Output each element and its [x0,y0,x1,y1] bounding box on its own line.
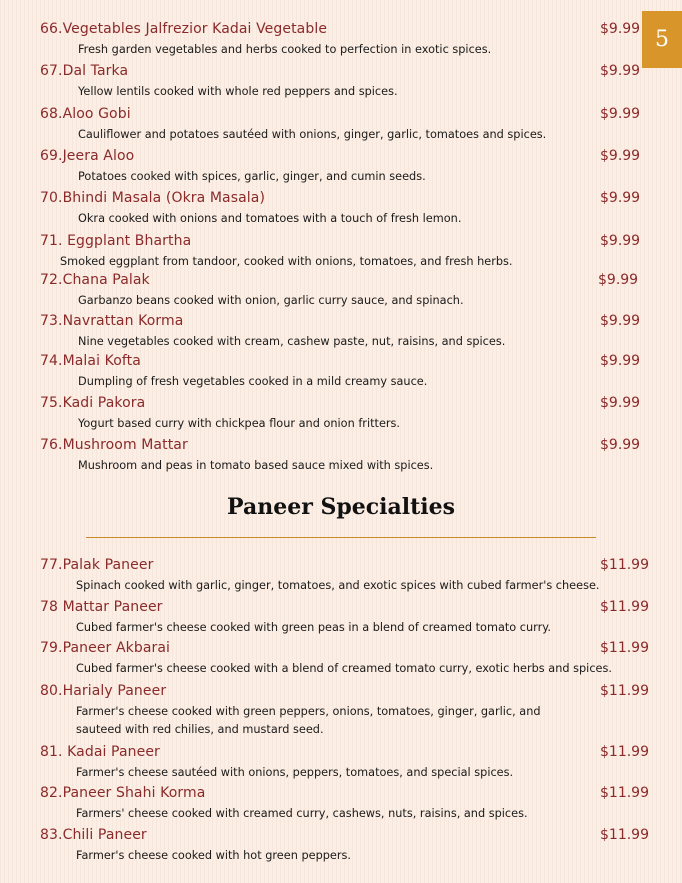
item-name: 73.Navrattan Korma [40,313,184,329]
item-name: 80.Harialy Paneer [40,683,167,699]
item-price: $9.99 [600,21,641,37]
item-name: 77.Palak Paneer [40,557,154,573]
item-description: Garbanzo beans cooked with onion, garlic curry sauce, and spinach. [78,294,464,307]
item-description: Yogurt based curry with chickpea flour and onion fritters. [78,417,401,430]
item-description: Farmer's cheese cooked with hot green peppers. [76,849,351,862]
item-description: Smoked eggplant from tandoor, cooked with onions, tomatoes, and fresh herbs. [60,255,513,268]
item-name: 72.Chana Palak [40,272,150,288]
item-name: 78 Mattar Paneer [40,599,163,615]
item-price: $11.99 [600,683,649,699]
item-description: Farmer's cheese cooked with green peppers, onions, tomatoes, ginger, garlic, and sauteed with red chilies, and mustard seed. [76,705,541,736]
item-price: $9.99 [600,313,641,329]
item-name: 66.Vegetables Jalfrezior Kadai Vegetable [40,21,328,37]
item-price: $11.99 [600,557,649,573]
item-price: $9.99 [600,148,641,164]
item-description: Cubed farmer's cheese cooked with green peas in a blend of creamed tomato curry. [76,621,551,634]
item-name: 79.Paneer Akbarai [40,640,171,656]
item-price: $11.99 [600,827,649,843]
item-description: Yellow lentils cooked with whole red peppers and spices. [78,85,398,98]
item-price: $9.99 [600,63,641,79]
item-price: $11.99 [600,599,649,615]
item-price: $9.99 [600,437,641,453]
item-description: Nine vegetables cooked with cream, cashew paste, nut, raisins, and spices. [78,335,506,348]
item-price: $11.99 [600,744,649,760]
item-name: 69.Jeera Aloo [40,148,135,164]
item-name: 76.Mushroom Mattar [40,437,188,453]
item-description: Farmer's cheese sautéed with onions, peppers, tomatoes, and special spices. [76,766,514,779]
item-price: $11.99 [600,785,649,801]
section-divider [86,537,596,538]
section-title: Paneer Specialties [227,494,455,520]
item-price: $11.99 [600,640,649,656]
item-price: $9.99 [600,233,641,249]
item-name: 82.Paneer Shahi Korma [40,785,206,801]
item-price: $9.99 [600,353,641,369]
item-description: Dumpling of fresh vegetables cooked in a mild creamy sauce. [78,375,428,388]
page-number-badge: 5 [642,11,682,68]
item-price: $9.99 [600,395,641,411]
item-name: 81. Kadai Paneer [40,744,160,760]
item-description: Fresh garden vegetables and herbs cooked to perfection in exotic spices. [78,43,492,56]
item-description: Cubed farmer's cheese cooked with a blend of creamed tomato curry, exotic herbs and spices. [76,662,612,675]
item-price: $9.99 [600,190,641,206]
item-name: 67.Dal Tarka [40,63,129,79]
item-name: 70.Bhindi Masala (Okra Masala) [40,190,266,206]
item-name: 71. Eggplant Bhartha [40,233,192,249]
item-description: Okra cooked with onions and tomatoes with a touch of fresh lemon. [78,212,462,225]
item-price: $9.99 [598,272,639,288]
item-description: Cauliflower and potatoes sautéed with onions, ginger, garlic, tomatoes and spices. [78,128,547,141]
item-name: 74.Malai Kofta [40,353,141,369]
item-name: 83.Chili Paneer [40,827,147,843]
item-name: 68.Aloo Gobi [40,106,131,122]
item-description: Farmers' cheese cooked with creamed curry, cashews, nuts, raisins, and spices. [76,807,528,820]
item-name: 75.Kadi Pakora [40,395,146,411]
item-description: Mushroom and peas in tomato based sauce mixed with spices. [78,459,434,472]
item-price: $9.99 [600,106,641,122]
item-description: Potatoes cooked with spices, garlic, ginger, and cumin seeds. [78,170,426,183]
item-description: Spinach cooked with garlic, ginger, tomatoes, and exotic spices with cubed farmer's cheese. [76,579,600,592]
